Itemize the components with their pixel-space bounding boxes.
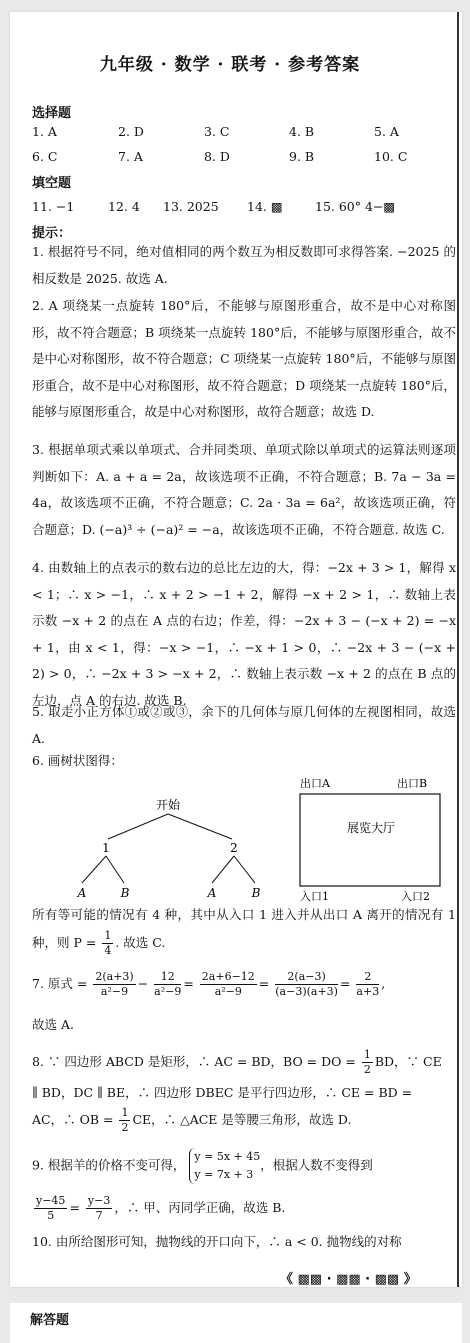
tree-leaf: A	[77, 886, 87, 900]
fill-answer: 12. 4	[108, 199, 140, 214]
exhibition-hall-diagram	[297, 774, 447, 904]
choice-answer: 10. C	[374, 149, 408, 164]
choice-answer: 1. A	[32, 124, 57, 139]
choice-answer: 3. C	[204, 124, 230, 139]
hint-text: 4. 由数轴上的点表示的数右边的总比左边的大，得：−2x + 3 > 1，解得 x < 1；∴ x > −1，∴ x + 2 > −1 + 2，解得 −x + 2 > 1，∴ 数轴上表示数 −x + 2 的点在 A 点的右边；作差，得：−2x + 3 − (−x + 2) = −x + 1，由 x < 1，得：−x > −1，∴ −x + 1 > 0，∴ −2x + 3 − (−x + 2) > 0，∴ −2x + 3 > −x + 2，∴ 数轴上表示数 −x + 2 的点在 B 点的左边，点 A 的右边. 故选 B.	[32, 560, 456, 708]
entry-2-label: 入口2	[401, 890, 430, 903]
tree-leaf: A	[207, 886, 217, 900]
tree-leaf: B	[120, 886, 130, 900]
hint-text: 1. 根据符号不同，绝对值相同的两个数互为相反数即可求得答案. −2025 的相反数是 2025. 故选 A.	[32, 244, 456, 286]
hint-item	[32, 437, 456, 543]
fill-heading: 填空题	[32, 176, 72, 191]
fill-answer: 14. ▩	[247, 199, 283, 214]
hint-text: 3. 根据单项式乘以单项式、合并同类项、单项式除以单项式的运算法则逐项判断如下：A. a + a = 2a，故该选项不正确，不符合题意；B. 7a − 3a = 4a，故该选项不正确，不符合题意；C. 2a · 3a = 6a²，故该选项正确，符合题意；D. (−a)³ ÷ (−a)² = −a，故该选项不正确，不符合题意. 故选 C.	[32, 442, 456, 537]
choice-answer: 4. B	[289, 124, 315, 139]
entry-1-label: 入口1	[300, 890, 329, 903]
hint-item	[32, 699, 456, 752]
choice-answer: 8. D	[204, 149, 230, 164]
page-footer: 《 ▩▩ · ▩▩ · ▩▩ 》	[280, 1272, 417, 1287]
hint-item-6-result	[32, 902, 456, 958]
fraction: $\frac{1}{4}$	[104, 928, 112, 957]
fill-answer: 15. 60° 4−▩	[315, 199, 396, 214]
tree-root: 开始	[155, 798, 181, 812]
choice-answer: 5. A	[374, 124, 399, 139]
exit-a-label: 出口A	[300, 777, 330, 790]
hint-text: ∥ BD，DC ∥ BE，∴ 四边形 DBEC 是平行四边形，∴ CE = BD =	[32, 1085, 413, 1100]
hint-item-9: 9. 根据羊的价格不变可得， y = 5x + 45 y = 7x + 3 ，根据人数不变得到	[32, 1148, 373, 1184]
hint-text: 所有等可能的情况有 4 种，其中从入口 1 进入并从出口 A 离开的情况有 1 种，则 P =	[32, 907, 456, 950]
fill-answer: 11. −1	[32, 199, 75, 214]
hint-item-9-fractions: $\frac{y-45}{5}$ = $\frac{y-3}{7}$ ，∴ 甲、丙同学正确，故选 B.	[36, 1194, 286, 1222]
hint-text: . 故选 C.	[115, 934, 166, 950]
tree-node: 1	[102, 841, 110, 855]
hint-item-7: 7. 原式 = $\frac{2(a+3)}{\text{a²−9}}$ − $\frac{12}{\text{a²−9}}$ = $\frac{2a+6-12}{\text{a²−9}}$ = $\frac{2(a-3)}{(a-3)(a+3)}$ = $\frac{2}{a+3}$ ,	[32, 970, 386, 998]
exit-b-label: 出口B	[397, 777, 428, 790]
tree-node: 2	[230, 841, 238, 855]
next-page	[10, 1303, 462, 1343]
tree-leaf: B	[251, 886, 261, 900]
choice-answer: 2. D	[118, 124, 144, 139]
hint-item-8-line3: AC，∴ OB = $\frac{1}{2}$ CE，∴ △ACE 是等腰三角形，故选 D.	[32, 1106, 352, 1134]
hint-text: 6. 画树状图得：	[32, 753, 123, 768]
hints-heading: 提示：	[32, 226, 72, 241]
page-edge	[457, 12, 459, 1287]
fill-answer: 13. 2025	[163, 199, 219, 214]
answer-page	[10, 12, 462, 1287]
hint-text: 5. 取走小正方体①或②或③，余下的几何体与原几何体的左视图相同，故选 A.	[32, 704, 456, 746]
next-page-heading: 解答题	[30, 1313, 70, 1328]
choice-heading: 选择题	[32, 106, 72, 121]
hint-item	[32, 293, 456, 426]
hint-text: 故选 A.	[32, 1017, 74, 1032]
hint-text: 10. 由所给图形可知，抛物线的开口向下，∴ a < 0. 抛物线的对称	[32, 1234, 402, 1249]
hint-item-8: 8. ∵ 四边形 ABCD 是矩形，∴ AC = BD，BO = DO = $\frac{1}{2}$ BD，∵ CE	[32, 1048, 442, 1076]
page-title: 九年级 · 数学 · 联考 · 参考答案	[99, 55, 361, 75]
hint-item	[32, 239, 456, 292]
choice-answer: 6. C	[32, 149, 58, 164]
hall-center-label: 展览大厅	[346, 821, 396, 835]
tree-diagram	[72, 797, 272, 907]
hint-item	[32, 555, 456, 714]
choice-answer: 9. B	[289, 149, 315, 164]
hint-text: 2. A 项绕某一点旋转 180°后，不能够与原图形重合，故不是中心对称图形，故不符合题意；B 项绕某一点旋转 180°后，不能够与原图形重合，故不是中心对称图形，故不符合题意；C 项绕某一点旋转 180°后，不能够与原图形重合，故不是中心对称图形，故不符合题意；D 项绕某一点旋转 180°后，能够与原图形重合，故是中心对称图形，故符合题意；故选 D.	[32, 298, 456, 419]
hint-item	[32, 748, 456, 775]
choice-answer: 7. A	[118, 149, 143, 164]
